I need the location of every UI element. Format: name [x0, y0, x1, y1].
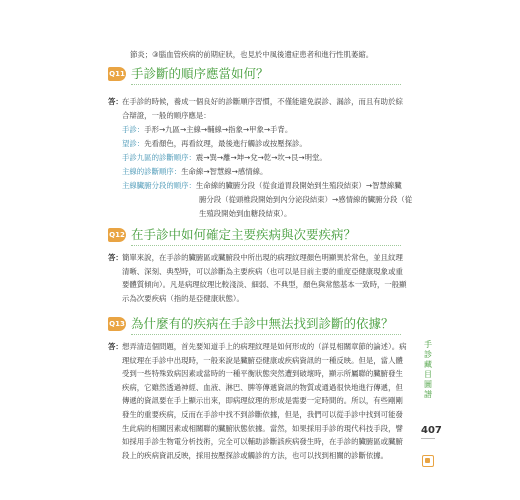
side-chapter-title: 手診藏目圖譜: [424, 340, 432, 399]
step-label: 主線臟腑分段的順序：: [122, 181, 196, 190]
step-text: 手形→九區→主線→輔線→指象→甲象→手背。: [144, 125, 293, 134]
step-text: 震→巽→離→坤→兌→乾→坎→艮→明堂。: [195, 153, 327, 162]
q11-step-continuation: 生殖段開始到血糖段結束）。: [199, 209, 292, 218]
q11-step-nine-zones: [122, 153, 327, 163]
q13-divider: [131, 334, 401, 335]
q12-title: 在手診中如何確定主要疾病與次要疾病？: [131, 227, 357, 242]
q12-divider: [131, 245, 401, 246]
step-label: 手診九區的診斷順序：: [122, 153, 196, 162]
q11-badge: Q11: [108, 67, 126, 81]
q11-step-hand: [122, 125, 292, 135]
side-divider: [421, 438, 435, 439]
q13-badge: Q13: [108, 317, 126, 331]
q13-answer-mark: 答：: [108, 342, 123, 351]
page-number: 407: [421, 425, 442, 436]
q13-answer: 想弄清這個問題，首先要知道手上的病理紋理是如何形成的（詳見相關章節的論述）。病理紋理在手診中出現時，一般來說是臟腑亞健康或疾病資訊的一種反映。但是，當人體受到一些特殊致病因素或當時的一種平衡狀態突然遭到破壞時，顯示所屬聯的臟腑發生疾病，它雖然透過神經、血液、淋巴、脾等傳遞資訊的物質或通過很快地進行傳遞，但傳遞的資訊要在手上顯示出來，即病理紋理的形成是需要一定時間的。所以，有些剛剛發生的重要疾病，反而在手診中找不到診斷依據，但是，我們可以從手診中找到可能發生此病的相關因素或相關聯的臟腑狀態依據。當然，如果採用手診的現代科技手段，譬如採用手診生物電分析技術，完全可以輔助診斷該疾病發生時，在手診的臟腑區或臟腑段上的疾病資訊反映，採用按壓探診或觸診的方法，也可以找到相關的診斷依據。: [122, 342, 407, 460]
top-line: 節炎；③腦血管疾病的前期症狀，也見於中風後遺症患者和進行性肌萎縮。: [130, 50, 374, 59]
q11-answer: 在手診的時候，養成一個良好的診斷順序習慣，不僅能避免誤診、漏診，而且有助於綜合辯證，一般的順序應是：: [122, 97, 403, 120]
step-label: 望診：: [122, 139, 145, 148]
step-label: 主線的診斷順序：: [122, 167, 182, 176]
q11-answer-mark: 答：: [108, 97, 123, 106]
step-text: 生命線→智慧線→感情線。: [181, 167, 268, 176]
q11-step-main-lines: [122, 167, 267, 177]
q11-step-organ-segments: [122, 181, 402, 191]
q12-answer-mark: 答：: [108, 253, 123, 262]
q11-step-look: [122, 139, 307, 149]
step-label: 手診：: [122, 125, 145, 134]
step-text: 生命線的臟腑分段（從食道胃段開始到生殖段結束）→智慧線臟: [195, 181, 402, 190]
q11-divider: [131, 84, 401, 85]
q11-step-continuation: 腑分段（從頭椎段開始到內分泌段結束）→感情線的臟腑分段（從: [199, 195, 413, 204]
corner-ornament-icon: [422, 455, 434, 467]
q11-title: 手診斷的順序應當如何？: [131, 66, 269, 81]
q12-badge: Q12: [108, 228, 126, 242]
step-text: 先看顏色，再看紋理，最後進行觸診或按壓探診。: [144, 139, 307, 148]
q13-title: 為什麼有的疾病在手診中無法找到診斷的依據？: [131, 316, 394, 331]
q12-answer: 簡單來說，在手診的臟腑區或臟腑段中所出現的病理紋理顏色明顯異於常色，並且紋理清晰、深刻、典型時，可以診斷為主要疾病（也可以是目前主要的重度亞健康現象或重要體質傾向）。凡是病理紋理比較淺淡、細弱、不典型，顏色與常態基本一致時，一般顯示為次要疾病（指的是亞健康狀態）。: [122, 253, 407, 303]
